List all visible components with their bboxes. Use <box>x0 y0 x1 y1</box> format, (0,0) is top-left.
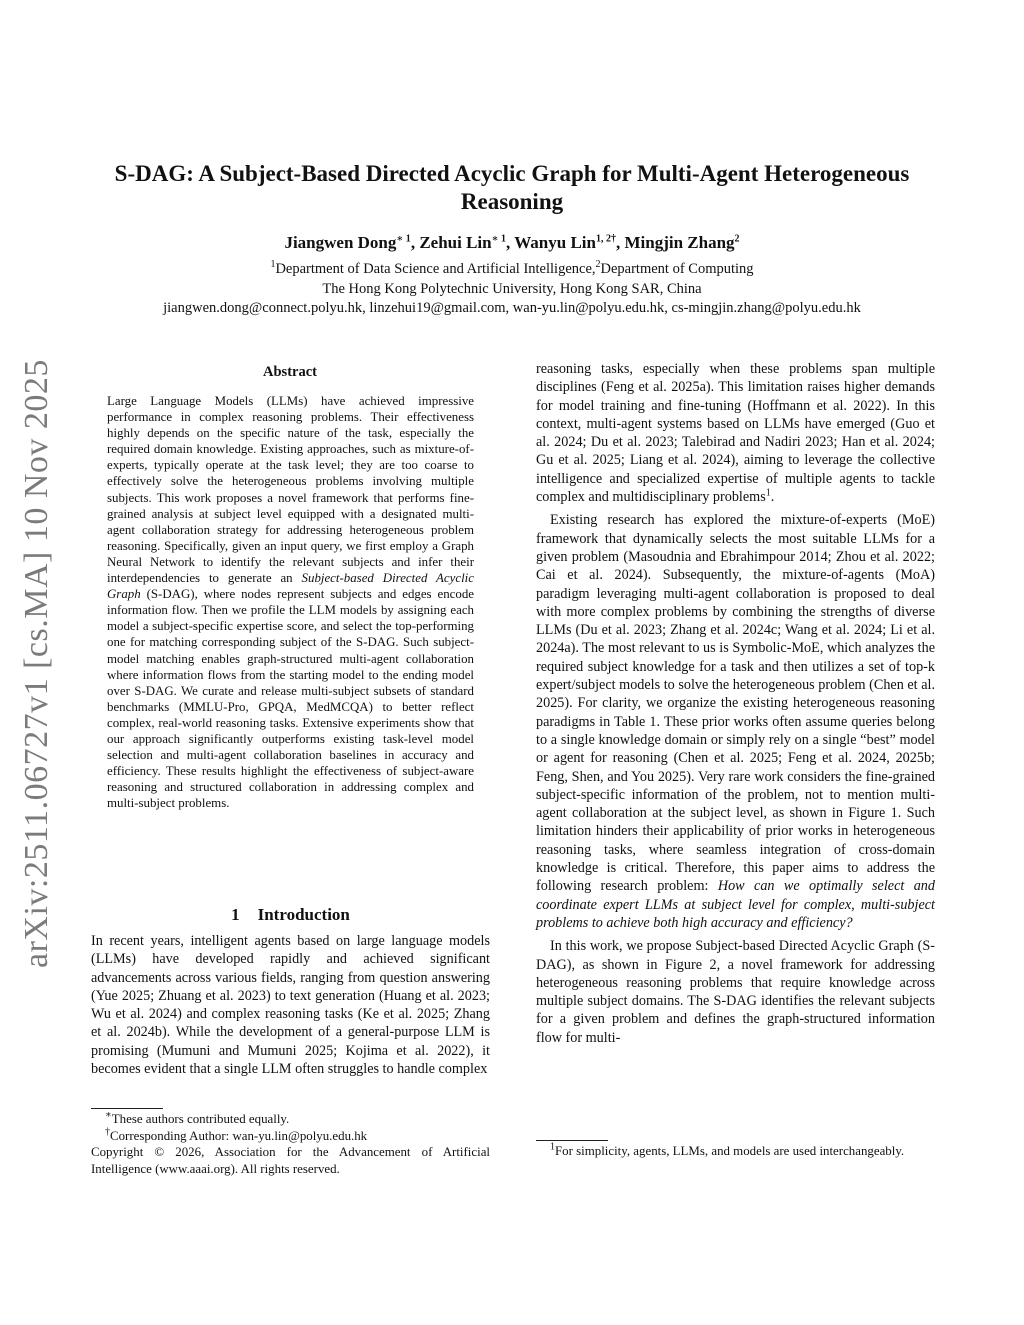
right-footnote <box>536 1143 935 1160</box>
footnote-ref: 1 <box>765 487 771 499</box>
abstract-heading: Abstract <box>263 364 317 380</box>
author-name: Jiangwen Dong <box>284 233 397 252</box>
author-name: Mingjin Zhang <box>624 233 735 252</box>
footnote-text: These authors contributed equally. <box>111 1112 290 1126</box>
paragraph-text: Existing research has explored the mixture-of-experts (MoE) framework that dynamically selects the most suitable LLMs for a given problem (Masoudnia and Ebrahimpour 2014; Zhou et al. 2022; Cai et al. 2024). Subsequently, the mixture-of-agents (MoA) paradigm leveraging multi-agent collaboration is proposed to deal with more complex problems by combining the strengths of diverse LLMs (Du et al. 2023; Zhang et al. 2024c; Wang et al. 2024; Li et al. 2024a). The most relevant to us is Symbolic-MoE, which analyzes the required subject knowledge for a task and then utilizes a set of top-k expert/subject models to solve the heterogeneous problem (Chen et al. 2025). For clarity, we organize the existing heterogeneous reasoning paradigms in Table 1. These prior works often assume queries belong to a single knowledge domain or simply rely on a single “best” model or agent for reasoning (Chen et al. 2025; Feng et al. 2024, 2025b; Feng, Shen, and You 2025). Very rare work considers the fine-grained subject-specific information of the problem, not to mention multi-agent collaboration at the subject level, as shown in Figure 1. Such limitation hinders their applicability of prior works in heterogeneous reasoning tasks, where seamless integration of cross-domain knowledge is critical. Therefore, this paper aims to address the following research problem: <box>536 512 935 895</box>
footnote-mark: ∗ <box>105 1109 112 1121</box>
author-emails: jiangwen.dong@connect.polyu.hk, linzehui19@gmail.com, wan-yu.lin@polyu.edu.hk, cs-mingjin.zhang@polyu.edu.hk <box>163 300 861 316</box>
section-number: 1 <box>231 905 240 924</box>
right-paragraph-1 <box>536 360 935 506</box>
footnote-text: For simplicity, agents, LLMs, and models are used interchangeably. <box>555 1144 905 1158</box>
right-column <box>536 360 935 1047</box>
affiliations <box>80 260 944 319</box>
footnote-mark: † <box>105 1126 110 1138</box>
affiliation-dept1: Department of Data Science and Artificial Intelligence, <box>275 261 596 277</box>
affil-mark: 2 <box>595 259 601 271</box>
affiliation-dept2: Department of Computing <box>600 261 754 277</box>
author-affil-mark: 2 <box>734 233 740 245</box>
paper-title: S-DAG: A Subject-Based Directed Acyclic Graph for Multi-Agent Heterogeneous Reasoning <box>114 161 910 214</box>
research-question: How can we optimally select and coordinate expert LLMs at subject level for complex, multi-subject problems to achieve both high accuracy and efficiency? <box>536 878 935 931</box>
author-affil-mark: 1, 2† <box>595 233 616 245</box>
author-affil-mark: ∗ 1 <box>396 233 411 245</box>
affil-mark: 1 <box>270 259 276 271</box>
intro-paragraph <box>91 932 490 1078</box>
left-footnotes <box>91 1111 490 1177</box>
footnote-corresponding-author <box>91 1128 490 1145</box>
abstract-italic: Subject-based Directed Acyclic Graph <box>107 571 474 602</box>
author-affil-mark: ∗ 1 <box>491 233 507 245</box>
author-list: Jiangwen Dong$^{∗ 1}$, Zehui Lin$^{∗ 1}$, Wanyu Lin$^{1, 2\dagger}$, Mingjin Zhang$^2$ <box>284 233 740 252</box>
footnote-mark: 1 <box>550 1141 555 1153</box>
affiliation-departments <box>80 260 944 280</box>
paragraph-text: . <box>770 489 775 506</box>
paragraph-text: reasoning tasks, especially when these problems span multiple disciplines (Feng et al. 2025a). This limitation raises higher demands for model training and fine-tuning (Hoffmann et al. 2022). In this context, multi-agent systems based on LLMs have emerged (Guo et al. 2024; Du et al. 2023; Talebirad and Nadiri 2023; Han et al. 2024; Gu et al. 2025; Liang et al. 2024), aiming to leverage the collective intelligence and specialized expertise of multiple agents to tackle complex and multidisciplinary problems <box>536 361 935 506</box>
abstract-body <box>107 393 474 811</box>
right-paragraph-3: In this work, we propose Subject-based Directed Acyclic Graph (S-DAG), as shown in Figure 2, a novel framework for addressing heterogeneous reasoning problems that require knowledge across multiple subject domains. The S-DAG identifies the relevant subjects for a given problem and defines the graph-structured information flow for multi- <box>536 938 935 1046</box>
abstract-text: Large Language Models (LLMs) have achieved impressive performance in complex reasoning problems. Their effectiveness highly depends on the specific nature of the task, especially the required domain knowledge. Existing approaches, such as mixture-of-experts, typically operate at the task level; they are too coarse to effectively solve the heterogeneous problems involving multiple subjects. This work proposes a novel framework that performs fine-grained analysis at subject level equipped with a designated multi-agent collaboration strategy for addressing heterogeneous problem reasoning. Specifically, given an input query, we first employ a Graph Neural Network to identify the relevant subjects and infer their interdependencies to generate an <box>107 394 474 586</box>
footnote-equal-contribution <box>91 1111 490 1128</box>
intro-paragraph-1: In recent years, intelligent agents based on large language models (LLMs) have developed rapidly and achieved significant advancements across various fields, ranging from question answering (Yue 2025; Zhuang et al. 2023) to text generation (Huang et al. 2023; Wu et al. 2024) and complex reasoning tasks (Ke et al. 2025; Zhang et al. 2024b). While the development of a general-purpose LLM is promising (Mumuni and Mumuni 2025; Kojima et al. 2022), it becomes evident that a single LLM often struggles to handle complex <box>91 933 490 1078</box>
footnote-terminology <box>536 1143 935 1160</box>
footnote-rule <box>536 1140 608 1141</box>
copyright-notice: Copyright © 2026, Association for the Advancement of Artificial Intelligence (www.aaai.org). All rights reserved. <box>91 1145 490 1176</box>
author-name: Wanyu Lin <box>514 233 596 252</box>
section-title: Introduction <box>257 905 350 924</box>
author-name: Zehui Lin <box>419 233 492 252</box>
right-paragraph-2 <box>536 511 935 932</box>
footnote-rule <box>91 1108 163 1109</box>
footnote-text: Corresponding Author: wan-yu.lin@polyu.edu.hk <box>110 1128 368 1143</box>
affiliation-university: The Hong Kong Polytechnic University, Hong Kong SAR, China <box>322 280 702 297</box>
section-heading-introduction <box>91 905 490 925</box>
arxiv-identifier: arXiv:2511.06727v1 [cs.MA] 10 Nov 2025 <box>18 359 55 968</box>
abstract-text: (S-DAG), where nodes represent subjects and edges encode information flow. Then we profile the LLM models by assigning each model a subject-specific expertise score, and select the top-performing one for matching corresponding subject of the S-DAG. Such subject-model matching enables graph-structured multi-agent collaboration where information flows from the starting model to the ending model over S-DAG. We curate and release multi-subject subsets of standard benchmarks (MMLU-Pro, GPQA, MedMCQA) to better reflect complex, real-world reasoning tasks. Extensive experiments show that our approach significantly outperforms existing task-level model selection and multi-agent collaboration baselines in accuracy and efficiency. These results highlight the effectiveness of subject-aware reasoning and structured collaboration in addressing complex and multi-subject problems. <box>107 587 474 811</box>
